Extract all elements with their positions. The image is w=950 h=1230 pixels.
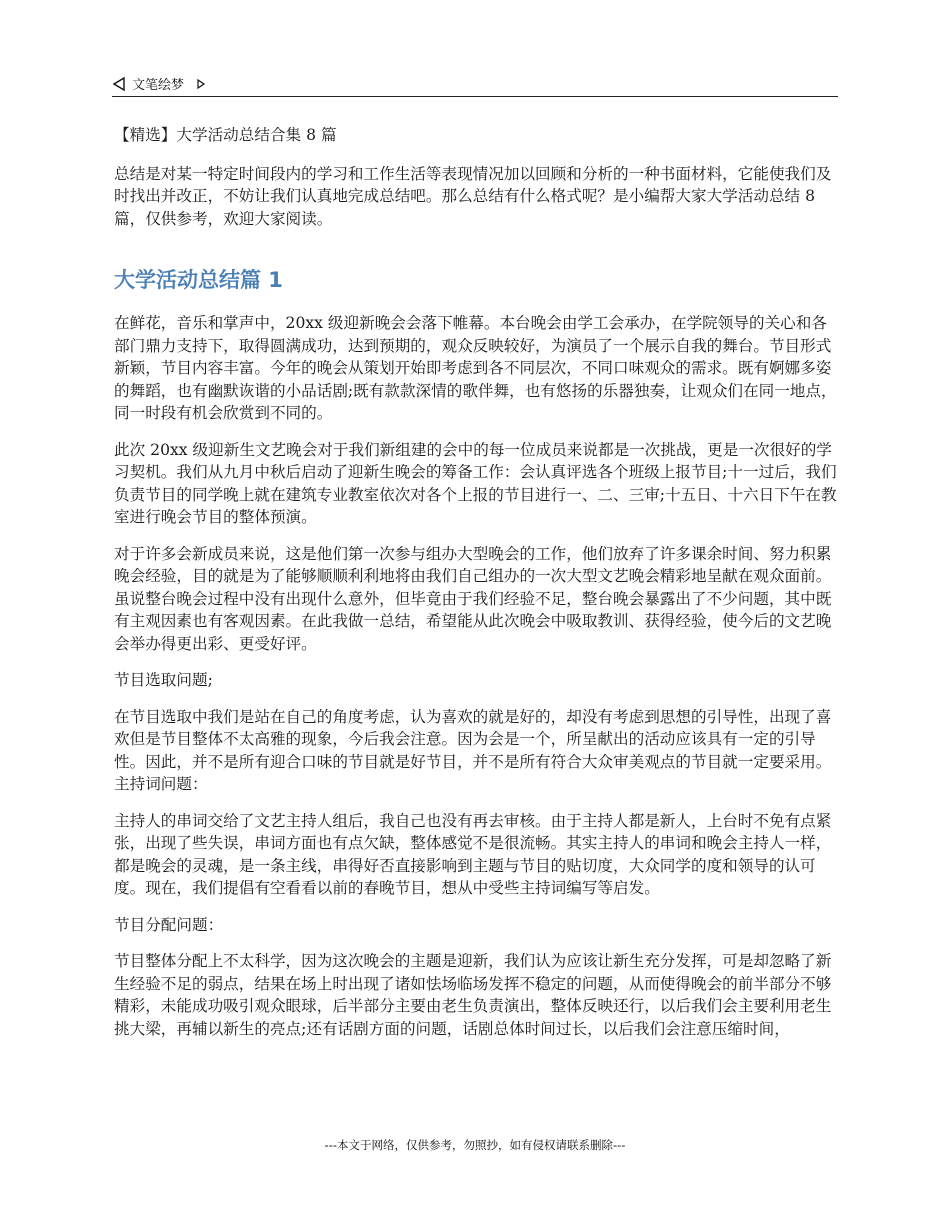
document-title: 【精选】大学活动总结合集 8 篇 xyxy=(114,126,337,144)
page-header xyxy=(112,72,838,97)
paragraph: 节目选取问题; xyxy=(114,671,213,689)
footer-disclaimer: ---本文于网络，仅供参考，勿照抄，如有侵权请联系删除--- xyxy=(324,1138,626,1152)
document-body xyxy=(114,124,838,1054)
paragraph: 对于许多会新成员来说，这是他们第一次参与组办大型晚会的工作，他们放弃了许多课余时间、努力积累晚会经验，目的就是为了能够顺顺利利地将由我们自己组办的一次大型文艺晚会精彩地呈献在观众面前。虽说整台晚会过程中没有出现什么意外，但毕竟由于我们经验不足，整台晚会暴露出了不少问题，其中既有主观因素也有客观因素。在此我做一总结，希望能从此次晚会中吸取教训、获得经验，使今后的文艺晚会举办得更出彩、更受好评。 xyxy=(114,544,832,653)
paragraph: 此次 20xx 级迎新生文艺晚会对于我们新组建的会中的每一位成员来说都是一次挑战，更是一次很好的学习契机。我们从九月中秋后启动了迎新生晚会的筹备工作：会认真评选各个班级上报节目;十一过后，我们负责节目的同学晚上就在建筑专业教室依次对各个上报的节目进行一、二、三审;十五日、十六日下午在教室进行晚会节目的整体预演。 xyxy=(114,440,837,526)
paragraph: 主持人的串词交给了文艺主持人组后，我自己也没有再去审核。由于主持人都是新人，上台时不免有点紧张，出现了些失误，串词方面也有点欠缺，整体感觉不是很流畅。其实主持人的串词和晚会主持人一样，都是晚会的灵魂，是一条主线，串得好否直接影响到主题与节目的贴切度，大众同学的度和领导的认可度。现在，我们提倡有空看看以前的春晚节目，想从中受些主持词编写等启发。 xyxy=(114,811,832,897)
paragraph: 节目整体分配上不太科学，因为这次晚会的主题是迎新，我们认为应该让新生充分发挥，可是却忽略了新生经验不足的弱点，结果在场上时出现了诸如怯场临场发挥不稳定的问题，从而使得晚会的前半部分不够精彩，未能成功吸引观众眼球，后半部分主要由老生负责演出，整体反映还行，以后我们会主要利用老生挑大梁，再辅以新生的亮点;还有话剧方面的问题，话剧总体时间过长，以后我们会注意压缩时间， xyxy=(114,952,832,1038)
paragraph: 节目分配问题： xyxy=(114,915,224,934)
brand xyxy=(112,74,206,93)
arrow-right-icon xyxy=(196,78,206,90)
intro-paragraph: 总结是对某一特定时间段内的学习和工作生活等表现情况加以回顾和分析的一种书面材料，它能使我们及时找出并改正，不妨让我们认真地完成总结吧。那么总结有什么格式呢？是小编帮大家大学活动总结 8 篇，仅供参考，欢迎大家阅读。 xyxy=(114,164,832,228)
paragraph: 在鲜花，音乐和掌声中，20xx 级迎新晚会会落下帷幕。本台晚会由学工会承办，在学院领导的关心和各部门鼎力支持下，取得圆满成功，达到预期的，观众反映较好，为演员了一个展示自我的舞台。节目形式新颖，节目内容丰富。今年的晚会从策划开始即考虑到各不同层次，不同口味观众的需求。既有婀娜多姿的舞蹈，也有幽默诙谐的小品话剧;既有款款深情的歌伴舞，也有悠扬的乐器独奏，让观众们在同一地点，同一时段有机会欣赏到不同的。 xyxy=(114,314,837,422)
arrow-left-icon xyxy=(112,76,126,92)
brand-name: 文笔绘梦 xyxy=(132,78,185,93)
section-heading: 大学活动总结篇 1 xyxy=(114,268,283,292)
paragraph: 在节目选取中我们是站在自己的角度考虑，认为喜欢的就是好的，却没有考虑到思想的引导性，出现了喜欢但是节目整体不太高雅的现象，今后我会注意。因为会是一个，所呈献出的活动应该具有一定的引导性。因此，并不是所有迎合口味的节目就是好节目，并不是所有符合大众审美观点的节目就一定要采用。主持词问题： xyxy=(114,707,832,793)
